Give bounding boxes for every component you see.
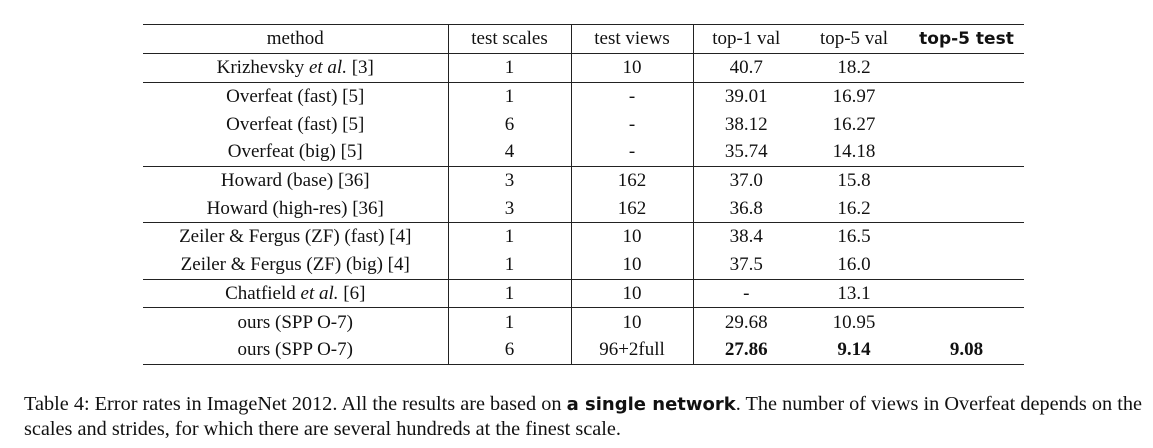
- cell-top5-test: [909, 223, 1024, 251]
- cell-scales: 1: [448, 279, 571, 308]
- cell-method: ours (SPP O-7): [237, 339, 353, 361]
- cell-top1: -: [693, 279, 799, 308]
- cell-views: 10: [571, 223, 693, 251]
- cell-top1: 39.01: [693, 82, 799, 110]
- cell-views: 10: [571, 251, 693, 279]
- cell-scales: 1: [448, 251, 571, 279]
- table-row: [143, 54, 1024, 83]
- cell-method: Chatfield et al. [6]: [225, 282, 366, 304]
- cell-scales: 1: [448, 308, 571, 336]
- table-row: [143, 110, 1024, 138]
- cell-top5-test: [909, 54, 1024, 83]
- cell-scales: 6: [448, 110, 571, 138]
- cell-scales: 4: [448, 138, 571, 166]
- cell-scales: 3: [448, 166, 571, 194]
- table-row: [143, 251, 1024, 279]
- cell-top1: 37.5: [693, 251, 799, 279]
- table-row: [143, 223, 1024, 251]
- cell-top5: 16.97: [832, 86, 876, 108]
- cell-views: 162: [571, 166, 693, 194]
- header-test-views: test views: [571, 25, 693, 54]
- header-top5-val: top-5 val: [819, 28, 889, 49]
- table-row: [143, 336, 1024, 364]
- cell-views: -: [571, 82, 693, 110]
- cell-top5-test: [909, 110, 1024, 138]
- cell-method: Zeiler & Fergus (ZF) (big) [4]: [180, 254, 410, 276]
- cell-top1: 29.68: [693, 308, 799, 336]
- cell-top5: 13.1: [837, 282, 871, 304]
- cell-method: Overfeat (fast) [5]: [226, 86, 365, 108]
- cell-views: 10: [571, 308, 693, 336]
- cell-top5-test: [909, 251, 1024, 279]
- cell-views: 162: [571, 194, 693, 222]
- header-method: method: [266, 28, 324, 49]
- cell-top1: 36.8: [693, 194, 799, 222]
- caption-text: Table 4: Error rates in ImageNet 2012. All the results are based on: [24, 393, 567, 415]
- cell-top5-test: [909, 138, 1024, 166]
- cell-method: Overfeat (fast) [5]: [226, 113, 365, 135]
- cell-top1: 37.0: [693, 166, 799, 194]
- cell-views: -: [571, 110, 693, 138]
- caption-rest: . The number of views in Overfeat depends on the scales and strides, for which there are several hundreds at the finest scale.: [24, 393, 1143, 440]
- cell-top1: 27.86: [693, 336, 799, 364]
- cell-top5-test: 9.08: [949, 339, 984, 361]
- cell-top5: 18.2: [837, 57, 871, 79]
- table-row: [143, 138, 1024, 166]
- cell-top5: 15.8: [837, 170, 871, 192]
- cell-top1: 38.4: [693, 223, 799, 251]
- cell-method: Zeiler & Fergus (ZF) (fast) [4]: [179, 226, 412, 248]
- cell-method: ours (SPP O-7): [237, 311, 353, 333]
- table-row: [143, 166, 1024, 194]
- cell-top5: 16.2: [837, 197, 871, 219]
- header-top1-val: top-1 val: [693, 25, 799, 54]
- table-caption: [24, 392, 1144, 442]
- cell-scales: 1: [448, 223, 571, 251]
- header-test-scales: test scales: [448, 25, 571, 54]
- cell-top5-test: [909, 166, 1024, 194]
- cell-top5: 14.18: [832, 141, 876, 163]
- table-header-row: [143, 25, 1024, 54]
- results-table-container: [143, 24, 1024, 365]
- cell-top5-test: [909, 279, 1024, 308]
- cell-top5: 16.0: [837, 254, 871, 276]
- cell-method: Howard (high-res) [36]: [206, 197, 384, 219]
- cell-views: 96+2full: [571, 336, 693, 364]
- cell-scales: 6: [448, 336, 571, 364]
- table-row: [143, 82, 1024, 110]
- cell-top5-test: [909, 82, 1024, 110]
- cell-top5: 16.27: [832, 113, 876, 135]
- cell-top1: 38.12: [693, 110, 799, 138]
- caption-bold: a single network: [566, 394, 736, 415]
- cell-method: Overfeat (big) [5]: [227, 141, 363, 163]
- cell-scales: 1: [448, 82, 571, 110]
- table-row: [143, 194, 1024, 222]
- cell-views: 10: [571, 54, 693, 83]
- cell-method: Howard (base) [36]: [220, 170, 370, 192]
- cell-views: -: [571, 138, 693, 166]
- cell-method: Krizhevsky et al. [3]: [216, 57, 374, 79]
- cell-scales: 3: [448, 194, 571, 222]
- error-rates-table: [143, 24, 1024, 365]
- cell-top1: 35.74: [693, 138, 799, 166]
- cell-top5-test: [909, 194, 1024, 222]
- cell-top5: 10.95: [832, 311, 876, 333]
- header-top5-test: top-5 test: [919, 29, 1014, 49]
- table-row: [143, 279, 1024, 308]
- cell-top5: 16.5: [837, 226, 871, 248]
- cell-top1: 40.7: [693, 54, 799, 83]
- cell-scales: 1: [448, 54, 571, 83]
- cell-views: 10: [571, 279, 693, 308]
- cell-top5: 9.14: [837, 339, 871, 361]
- cell-top5-test: [909, 308, 1024, 336]
- table-row: [143, 308, 1024, 336]
